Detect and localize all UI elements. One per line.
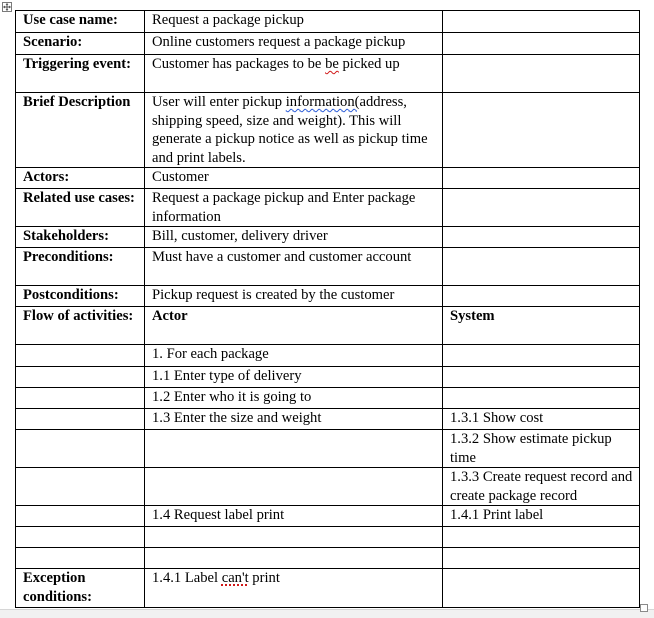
flow-actor-step [145,430,443,468]
table-row [16,11,640,33]
empty-cell [16,430,145,468]
flow-actor-step [145,468,443,506]
stakeholders-label: Stakeholders: [16,227,145,248]
exception-conditions-label: Exception conditions: [16,569,145,608]
system-column-header: System [443,307,640,345]
flow-actor-step: 1.4 Request label print [145,506,443,527]
table-row [16,468,640,506]
preconditions-label: Preconditions: [16,248,145,286]
scenario-label: Scenario: [16,33,145,55]
table-row [16,307,640,345]
flow-of-activities-label: Flow of activities: [16,307,145,345]
flow-actor-step: 1.2 Enter who it is going to [145,388,443,409]
triggering-event-label: Triggering event: [16,55,145,93]
empty-cell [145,527,443,548]
table-row [16,189,640,227]
empty-cell [443,93,640,168]
scenario-value: Online customers request a package pickup [145,33,443,55]
flow-actor-step: 1.3 Enter the size and weight [145,409,443,430]
flow-system-step: 1.3.2 Show estimate pickup time [443,430,640,468]
empty-cell [443,527,640,548]
related-use-cases-label: Related use cases: [16,189,145,227]
empty-cell [443,33,640,55]
spelling-mark[interactable]: be [325,56,339,72]
flow-system-step [443,388,640,409]
empty-cell [16,527,145,548]
use-case-name-label: Use case name: [16,11,145,33]
table-row [16,227,640,248]
empty-cell [16,345,145,367]
related-use-cases-value: Request a package pickup and Enter package information [145,189,443,227]
table-row [16,345,640,367]
table-row [16,409,640,430]
table-row [16,168,640,189]
empty-cell [443,227,640,248]
table-row [16,33,640,55]
brief-description-label: Brief Description [16,93,145,168]
table-row [16,286,640,307]
empty-cell [443,569,640,608]
table-row [16,367,640,388]
empty-cell [443,11,640,33]
table-row [16,527,640,548]
empty-cell [443,55,640,93]
empty-cell [16,468,145,506]
flow-system-step: 1.3.3 Create request record and create package record [443,468,640,506]
empty-cell [16,367,145,388]
empty-cell [443,189,640,227]
table-row [16,248,640,286]
spelling-mark[interactable]: can't [221,570,249,586]
actors-label: Actors: [16,168,145,189]
empty-cell [443,286,640,307]
table-row [16,55,640,93]
postconditions-value: Pickup request is created by the customer [145,286,443,307]
flow-actor-step: 1. For each package [145,345,443,367]
flow-system-step: 1.3.1 Show cost [443,409,640,430]
empty-cell [16,409,145,430]
empty-cell [443,248,640,286]
stakeholders-value: Bill, customer, delivery driver [145,227,443,248]
table-move-handle-icon[interactable] [2,2,12,12]
empty-cell [16,506,145,527]
empty-cell [16,548,145,569]
empty-cell [443,548,640,569]
actor-column-header: Actor [145,307,443,345]
flow-actor-step: 1.1 Enter type of delivery [145,367,443,388]
use-case-table [15,10,640,608]
table-row [16,388,640,409]
grammar-mark[interactable]: information( [285,94,360,110]
brief-description-value: User will enter pickup information(address, shipping speed, size and weight). This will generate a pickup notice as well as pickup time and print labels. [145,93,443,168]
use-case-name-value: Request a package pickup [145,11,443,33]
triggering-event-value: Customer has packages to be be picked up [145,55,443,93]
empty-cell [443,168,640,189]
flow-system-step [443,367,640,388]
empty-cell [145,548,443,569]
table-row [16,430,640,468]
empty-cell [16,388,145,409]
preconditions-value: Must have a customer and customer account [145,248,443,286]
table-resize-handle-icon[interactable] [640,604,648,612]
table-row [16,506,640,527]
exception-conditions-value: 1.4.1 Label can't print [145,569,443,608]
table-row [16,569,640,608]
postconditions-label: Postconditions: [16,286,145,307]
flow-system-step [443,345,640,367]
table-row [16,93,640,168]
actors-value: Customer [145,168,443,189]
table-row [16,548,640,569]
flow-system-step: 1.4.1 Print label [443,506,640,527]
